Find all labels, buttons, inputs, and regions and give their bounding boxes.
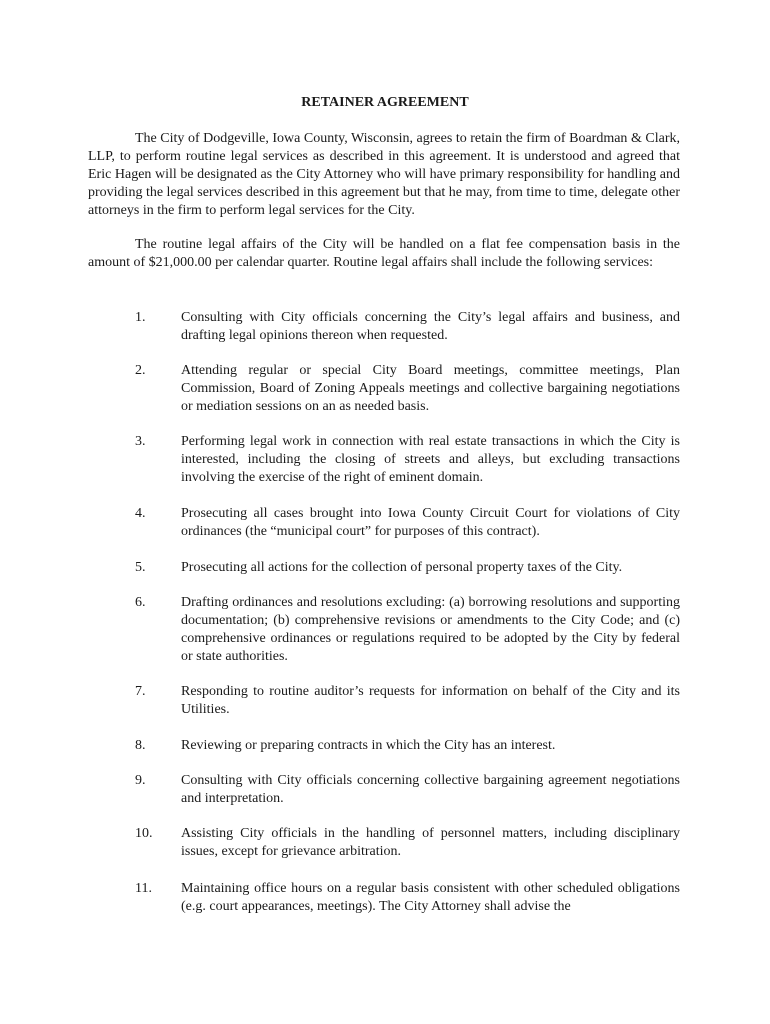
list-item: [88, 559, 680, 577]
list-item-number: 1.: [135, 310, 146, 325]
list-item-number: 4.: [135, 506, 146, 521]
list-item-text: Responding to routine auditor’s requests for information on behalf of the City and its Utilities.: [181, 684, 680, 717]
list-item-text: Maintaining office hours on a regular basis consistent with other scheduled obligations (e.g. court appearances, meetings). The City Attorney shall advise the: [181, 881, 680, 914]
list-item-number: 2.: [135, 363, 146, 378]
list-item-text: Consulting with City officials concerning the City’s legal affairs and business, and drafting legal opinions thereon when requested.: [181, 310, 680, 343]
list-item: [88, 594, 680, 666]
list-item-text: Assisting City officials in the handling of personnel matters, including disciplinary issues, except for grievance arbitration.: [181, 826, 680, 859]
list-item: [88, 433, 680, 487]
fee-paragraph: The routine legal affairs of the City will be handled on a flat fee compensation basis in the amount of $21,000.00 per calendar quarter. Routine legal affairs shall include the following services:: [88, 237, 680, 270]
list-item-text: Performing legal work in connection with real estate transactions in which the City is interested, including the closing of streets and alleys, but excluding transactions involving the exercise of the right of eminent domain.: [181, 434, 680, 485]
list-item-number: 9.: [135, 773, 146, 788]
document-title: RETAINER AGREEMENT: [301, 95, 469, 110]
list-item: [88, 825, 680, 861]
list-item: [88, 880, 680, 916]
list-item-text: Prosecuting all cases brought into Iowa County Circuit Court for violations of City ordinances (the “municipal court” for purposes of this contract).: [181, 506, 680, 539]
list-item: [88, 362, 680, 416]
list-item: [88, 683, 680, 719]
list-item-number: 10.: [135, 826, 153, 841]
list-item-number: 11.: [135, 881, 152, 896]
list-item-text: Reviewing or preparing contracts in which the City has an interest.: [181, 738, 556, 753]
list-item: [88, 737, 680, 755]
list-item-number: 3.: [135, 434, 146, 449]
list-item-number: 5.: [135, 560, 146, 575]
list-item: [88, 772, 680, 808]
list-item-number: 8.: [135, 738, 146, 753]
list-item: [88, 505, 680, 541]
intro-paragraph: The City of Dodgeville, Iowa County, Wisconsin, agrees to retain the firm of Boardman & Clark, LLP, to perform routine legal services as described in this agreement. It is understood and agreed that Eric Hagen will be designated as the City Attorney who will have primary responsibility for handling and providing the legal services described in this agreement but that he may, from time to time, delegate other attorneys in the firm to perform legal services for the City.: [88, 131, 680, 218]
list-item-text: Attending regular or special City Board meetings, committee meetings, Plan Commission, Board of Zoning Appeals meetings and collective bargaining negotiations or mediation sessions on an as needed basis.: [181, 363, 680, 414]
list-item-text: Consulting with City officials concerning collective bargaining agreement negotiations and interpretation.: [181, 773, 680, 806]
list-item-text: Prosecuting all actions for the collection of personal property taxes of the City.: [181, 560, 623, 575]
list-item-number: 7.: [135, 684, 146, 699]
list-item-text: Drafting ordinances and resolutions excluding: (a) borrowing resolutions and supporting documentation; (b) comprehensive revisions or amendments to the City Code; and (c) comprehensive ordinances or regulations required to be adopted by the City by federal or state authorities.: [181, 595, 680, 664]
list-item-number: 6.: [135, 595, 146, 610]
list-item: [88, 309, 680, 345]
